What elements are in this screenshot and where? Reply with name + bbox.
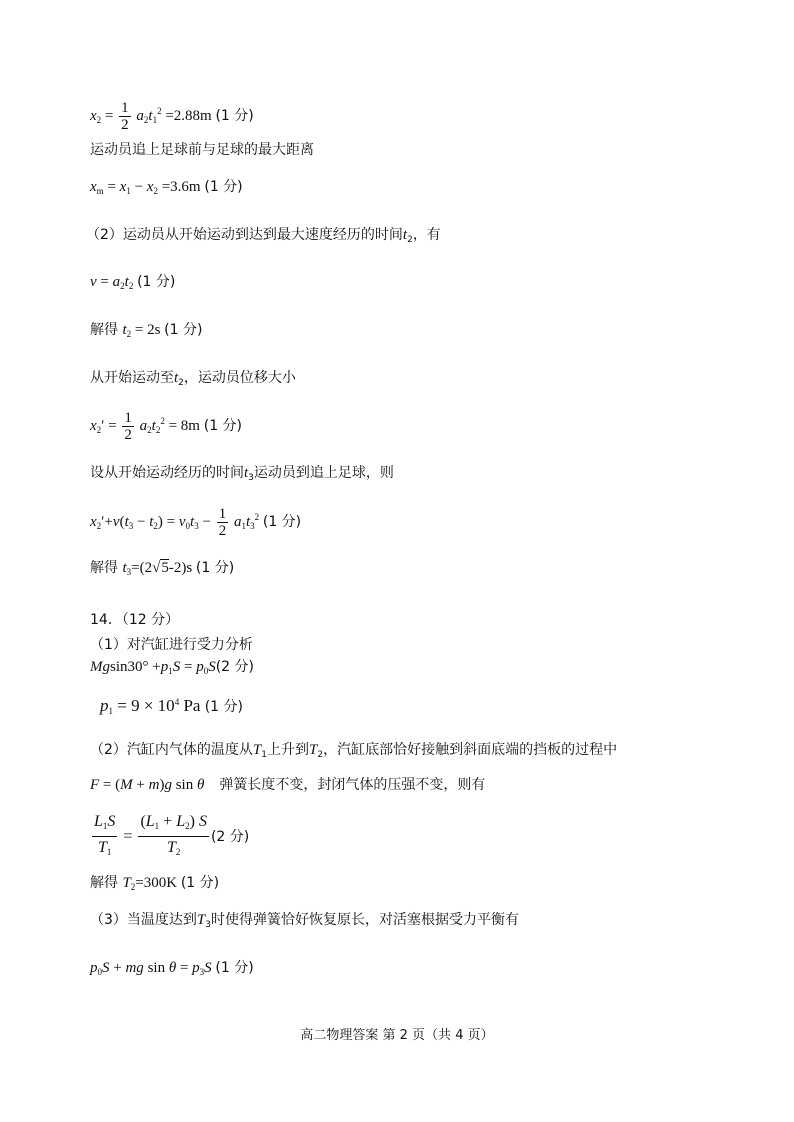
value: = 2s xyxy=(131,322,161,338)
sub: 1 xyxy=(102,821,108,831)
var: x xyxy=(119,179,127,195)
sup: 2 xyxy=(254,511,260,522)
func: sin xyxy=(143,960,169,976)
fraction-left xyxy=(92,812,117,863)
sub: 2 xyxy=(120,281,125,291)
var: a xyxy=(136,107,144,124)
eq-x2 xyxy=(90,100,254,133)
score: (1 分) xyxy=(180,875,220,891)
value: =3.6m xyxy=(157,179,201,195)
numerator: 1 xyxy=(218,506,227,522)
var: p xyxy=(192,960,200,976)
numerator: 1 xyxy=(124,410,132,426)
text: 从开始运动至 xyxy=(90,370,174,386)
sub: 2 xyxy=(407,235,413,245)
prime: ′ xyxy=(101,417,105,434)
sub: 0 xyxy=(185,520,191,531)
var: t xyxy=(122,322,127,338)
text: 解得 xyxy=(90,322,123,338)
var: g xyxy=(164,777,172,793)
score: (2 分) xyxy=(210,829,250,846)
var: S xyxy=(107,813,116,830)
text: 解得 xyxy=(90,875,123,891)
var: p xyxy=(100,696,109,715)
paren: ) xyxy=(159,777,165,793)
var: t xyxy=(174,370,179,386)
text: ，汽缸底部恰好接触到斜面底端的挡板的过程中 xyxy=(323,742,618,758)
var: T xyxy=(196,912,206,928)
op: − xyxy=(130,179,147,195)
sub: 2 xyxy=(128,281,134,291)
fraction xyxy=(217,506,229,539)
sub: 2 xyxy=(178,378,184,388)
sub: 3 xyxy=(199,967,205,977)
paren: ( xyxy=(140,813,146,830)
var: t xyxy=(244,465,249,481)
value: = 9 × 10 xyxy=(113,696,175,715)
radicand: 5 xyxy=(161,560,169,576)
sub: 2 xyxy=(175,847,181,857)
var: Mg xyxy=(90,659,110,675)
sub: 0 xyxy=(97,967,102,977)
op: + xyxy=(132,777,149,793)
value: =(2 xyxy=(131,560,153,576)
sqrt-sign: √ xyxy=(152,560,161,576)
var: t xyxy=(149,513,154,530)
var: S xyxy=(208,659,216,675)
var: T xyxy=(122,875,131,891)
score: (1 分) xyxy=(204,179,243,195)
sub: m xyxy=(96,186,104,196)
var: m xyxy=(148,777,160,793)
var: a xyxy=(139,417,148,434)
text: 运动员到追上足球，则 xyxy=(253,465,394,481)
numerator: 1 xyxy=(121,100,129,116)
eq-xm xyxy=(90,177,243,201)
text: （3）当温度达到 xyxy=(90,912,197,928)
var: v xyxy=(90,274,97,290)
var: θ xyxy=(196,777,205,793)
text: 上升到 xyxy=(267,742,309,758)
var: L xyxy=(176,813,186,830)
eq-gas-law xyxy=(90,812,249,863)
sub: 2 xyxy=(96,424,102,435)
sub: 2 xyxy=(126,329,132,339)
op: + xyxy=(104,513,113,530)
sup: 2 xyxy=(160,415,165,426)
sub: 1 xyxy=(168,666,173,676)
sub: 0 xyxy=(203,666,209,676)
op: = ( xyxy=(99,777,121,793)
page-footer: 高二物理答案 第 2 页（共 4 页） xyxy=(300,1028,494,1043)
sub: 1 xyxy=(261,750,267,760)
sub: 2 xyxy=(147,424,152,435)
op: = xyxy=(103,179,120,195)
text: （2）运动员从开始运动到达到最大速度经历的时间 xyxy=(86,227,403,243)
sup: 4 xyxy=(174,697,180,707)
var: T xyxy=(252,742,262,758)
eq-force xyxy=(90,657,254,681)
sub: 2 xyxy=(185,821,190,831)
text: （2）汽缸内气体的温度从 xyxy=(90,742,253,758)
var: t xyxy=(151,417,156,434)
sub: 1 xyxy=(241,520,246,531)
var: a xyxy=(112,274,121,290)
text: 时使得弹簧恰好恢复原长，对活塞根据受力平衡有 xyxy=(211,912,519,928)
var: S xyxy=(172,659,181,675)
score: (1 分) xyxy=(204,699,243,715)
score: (1 分) xyxy=(195,560,235,576)
var: S xyxy=(102,960,110,976)
score: (1 分) xyxy=(215,960,254,976)
sub: 3 xyxy=(205,920,211,930)
var: v xyxy=(178,513,186,530)
sub: 2 xyxy=(96,114,102,125)
sub: 3 xyxy=(250,520,255,531)
text-line xyxy=(86,225,441,250)
score: (1 分) xyxy=(203,417,243,434)
var: t xyxy=(402,227,408,243)
text: 解得 xyxy=(90,560,123,576)
sub: 2 xyxy=(317,750,324,760)
var: a xyxy=(233,513,242,530)
paren: ( xyxy=(119,513,125,530)
var: t xyxy=(124,513,129,530)
eq-T2 xyxy=(90,873,219,897)
score: (1 分) xyxy=(262,513,302,530)
var: T xyxy=(98,839,107,856)
fraction xyxy=(119,100,131,133)
var: F xyxy=(90,777,100,793)
var: x xyxy=(146,179,154,195)
text-line xyxy=(90,740,617,765)
op: + xyxy=(159,813,177,830)
sub: 2 xyxy=(96,520,102,531)
op: − xyxy=(133,513,150,530)
sub: 3 xyxy=(194,520,199,531)
sub: 2 xyxy=(130,882,136,892)
denominator: 2 xyxy=(121,117,129,133)
func: sin xyxy=(171,777,197,793)
op: = xyxy=(162,513,179,530)
op: = xyxy=(119,828,137,846)
sub: 3 xyxy=(128,520,134,531)
eq-piston xyxy=(90,958,254,982)
sub: 3 xyxy=(126,567,132,577)
eq-v xyxy=(90,272,175,296)
fraction-right xyxy=(138,812,209,863)
paren: ) xyxy=(157,513,163,530)
op: − xyxy=(198,513,215,530)
text: ，有 xyxy=(412,227,441,243)
var: t xyxy=(148,107,153,124)
var: T xyxy=(166,839,176,856)
score: (1 分) xyxy=(215,107,254,124)
text-line: （1）对汽缸进行受力分析 xyxy=(90,637,253,653)
var: t xyxy=(245,513,251,530)
var: t xyxy=(122,560,127,576)
sub: 1 xyxy=(154,821,160,831)
prime: ′ xyxy=(101,513,105,530)
text-line xyxy=(90,910,519,935)
var: x xyxy=(90,179,97,195)
var: p xyxy=(196,659,204,675)
op: = xyxy=(104,417,121,434)
sub: 2 xyxy=(143,114,149,125)
var: θ xyxy=(168,960,177,976)
var: t xyxy=(124,274,129,290)
sub: 3 xyxy=(248,473,254,483)
text-line xyxy=(90,368,296,393)
score: (2 分) xyxy=(215,659,254,675)
var: T xyxy=(309,742,318,758)
var: L xyxy=(94,813,103,830)
sub: 1 xyxy=(106,847,112,857)
eq-p1 xyxy=(100,692,243,721)
op: = xyxy=(180,659,197,675)
denominator: 2 xyxy=(124,427,132,443)
value: = 8m xyxy=(164,417,200,434)
text-line: 运动员追上足球前与足球的最大距离 xyxy=(90,142,314,158)
paren: ) xyxy=(189,813,199,830)
var: S xyxy=(198,813,207,830)
op: = xyxy=(104,107,114,124)
denominator: 2 xyxy=(218,523,227,539)
op: + xyxy=(109,960,126,976)
sup: 2 xyxy=(157,105,162,116)
score: (1 分) xyxy=(137,274,176,290)
eq-t2 xyxy=(90,320,202,344)
value: -2)s xyxy=(168,560,193,576)
var: x xyxy=(90,513,97,530)
sub: 1 xyxy=(108,706,113,716)
sub: 1 xyxy=(152,114,158,125)
text: 设从开始运动经历的时间 xyxy=(90,465,244,481)
var: t xyxy=(190,513,195,530)
var: M xyxy=(120,777,133,793)
var: p xyxy=(160,659,169,675)
var: L xyxy=(145,813,155,830)
question-heading: 14．（12 分） xyxy=(90,612,180,628)
eq-F xyxy=(90,775,485,795)
score: (1 分) xyxy=(164,322,203,338)
value: =2.88m xyxy=(165,107,212,124)
eq-t3-result xyxy=(90,558,234,582)
sub: 1 xyxy=(126,186,131,196)
sub: 2 xyxy=(153,520,158,531)
var: x xyxy=(90,417,97,434)
eq-t3 xyxy=(90,506,301,539)
var: p xyxy=(90,960,98,976)
text: ，运动员位移大小 xyxy=(183,370,296,386)
op: = xyxy=(176,960,193,976)
value: =300K xyxy=(135,875,178,891)
fraction xyxy=(122,410,134,443)
unit: Pa xyxy=(179,696,201,715)
eq-x2prime xyxy=(90,410,242,443)
text-line xyxy=(90,463,394,488)
var: S xyxy=(204,960,212,976)
sub: 2 xyxy=(153,186,158,196)
text: sin30° + xyxy=(110,659,161,675)
var: v xyxy=(112,513,120,530)
op: = xyxy=(96,274,113,290)
var: x xyxy=(90,107,97,124)
sub: 2 xyxy=(155,424,161,435)
text: 弹簧长度不变，封闭气体的压强不变，则有 xyxy=(219,777,486,793)
var: mg xyxy=(125,960,144,976)
